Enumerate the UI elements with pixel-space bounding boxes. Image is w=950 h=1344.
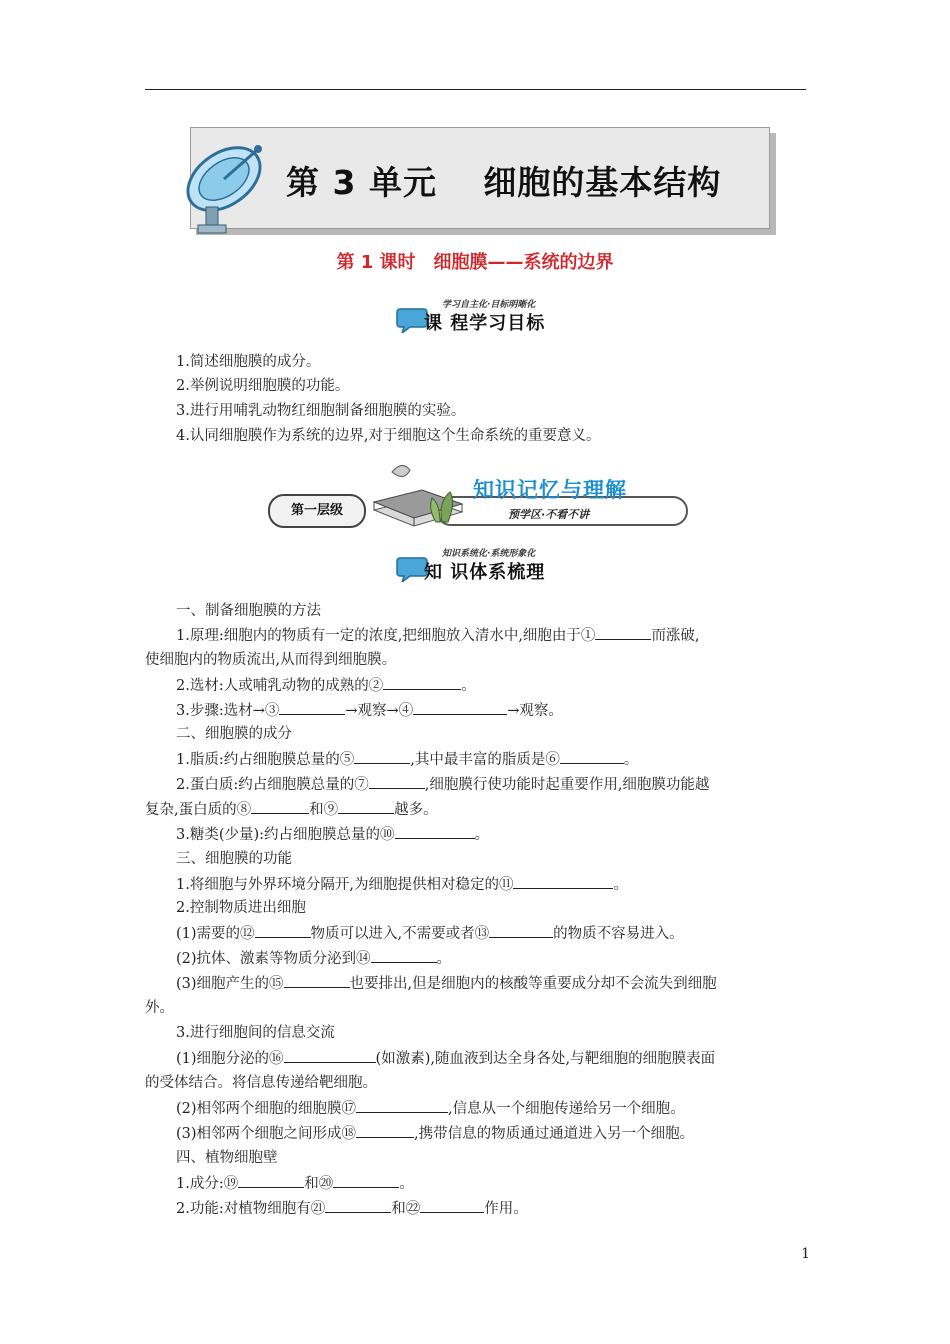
text: 。: [613, 877, 628, 893]
unit-banner: [178, 127, 770, 237]
content-line: 外。: [145, 1000, 174, 1016]
text: 也要排出,但是细胞内的核酸等重要成分却不会流失到细胞: [349, 976, 717, 992]
text: →观察。: [507, 703, 563, 719]
fill-blank: [371, 946, 437, 963]
fill-blank: [420, 1196, 484, 1213]
text: (如激素),随血液到达全身各处,与靶细胞的细胞膜表面: [375, 1051, 716, 1067]
text: 物质可以进入,不需要或者⑬: [310, 926, 490, 942]
text: 越多。: [394, 802, 438, 818]
text: (1)需要的⑫: [176, 926, 255, 942]
text: 作用。: [484, 1201, 528, 1217]
text: 。: [399, 1176, 414, 1192]
section-heading: 二、细胞膜的成分: [176, 726, 292, 742]
fill-blank: [284, 1046, 376, 1063]
system-section-header: [396, 546, 596, 590]
fill-blank: [595, 623, 651, 640]
text: ,携带信息的物质通过通道进入另一个细胞。: [414, 1126, 695, 1142]
content-line: [176, 772, 807, 797]
content-line: [176, 921, 807, 946]
text: 1.成分:⑲: [176, 1176, 239, 1192]
page-number: 1: [801, 1246, 810, 1262]
content-line: [176, 698, 807, 723]
header-rule: [145, 89, 806, 90]
fill-blank: [513, 872, 613, 889]
level-title: 知识记忆与理解: [473, 478, 627, 502]
content-line: [176, 971, 807, 996]
text: 复杂,蛋白质的⑧: [145, 802, 252, 818]
text: 2.蛋白质:约占细胞膜总量的⑦: [176, 777, 369, 793]
text: ,其中最丰富的脂质是⑥: [410, 752, 560, 768]
text: 和⑳: [304, 1176, 334, 1192]
fill-blank: [238, 1171, 304, 1188]
text: 3.糖类(少量):约占细胞膜总量的⑩: [176, 827, 395, 843]
text: 和⑨: [309, 802, 339, 818]
text: →观察→④: [345, 703, 414, 719]
content-line: [176, 747, 807, 772]
text: (1)细胞分泌的⑯: [176, 1051, 284, 1067]
text: 的物质不容易进入。: [553, 926, 684, 942]
text: 。: [461, 678, 476, 694]
fill-blank: [369, 772, 425, 789]
text: 。: [436, 951, 452, 967]
fill-blank: [338, 797, 394, 814]
fill-blank: [356, 1096, 448, 1113]
text: 。: [474, 827, 490, 843]
goal-item: 3.进行用哺乳动物红细胞制备细胞膜的实验。: [176, 403, 466, 419]
fill-blank: [489, 921, 553, 938]
text: (3)细胞产生的⑮: [176, 976, 284, 992]
fill-blank: [284, 971, 350, 988]
satellite-dish-icon: [178, 133, 274, 241]
unit-title: 第 3 单元 细胞的基本结构: [286, 163, 722, 202]
content-line: [176, 946, 807, 971]
content-line: [176, 1096, 807, 1121]
text: (2)相邻两个细胞的细胞膜⑰: [176, 1101, 357, 1117]
text: ,细胞膜行使功能时起重要作用,细胞膜功能越: [424, 777, 710, 793]
content-line: [176, 673, 807, 698]
content-line: 的受体结合。将信息传递给靶细胞。: [145, 1075, 377, 1091]
level-banner: [268, 452, 688, 534]
section-heading: 三、细胞膜的功能: [176, 851, 292, 867]
text: 1.原理:细胞内的物质有一定的浓度,把细胞放入清水中,细胞由于①: [176, 628, 596, 644]
goal-item: 4.认同细胞膜作为系统的边界,对于细胞这个生命系统的重要意义。: [176, 428, 601, 444]
text: 3.步骤:选材→③: [176, 703, 280, 719]
fill-blank: [354, 747, 410, 764]
content-line: [176, 1196, 807, 1221]
fill-blank: [383, 673, 461, 690]
fill-blank: [251, 797, 309, 814]
fill-blank: [279, 698, 345, 715]
text: 1.将细胞与外界环境分隔开,为细胞提供相对稳定的⑪: [176, 877, 514, 893]
level-subtitle: 预学区·不看不讲: [508, 508, 590, 521]
lesson-title: 第 1 课时 细胞膜——系统的边界: [336, 252, 614, 273]
goal-item: 1.简述细胞膜的成分。: [176, 354, 321, 370]
content-line: 2.控制物质进出细胞: [176, 900, 306, 916]
text: 而涨破,: [651, 628, 700, 644]
content-line: 使细胞内的物质流出,从而得到细胞膜。: [145, 652, 397, 668]
section-heading: 四、植物细胞壁: [176, 1150, 278, 1166]
system-header-name: 知 识体系梳理: [424, 562, 546, 583]
system-header-tag: 知识系统化·系统形象化: [442, 549, 536, 559]
content-line: [145, 797, 807, 822]
content-line: 3.进行细胞间的信息交流: [176, 1025, 335, 1041]
text: ,信息从一个细胞传递给另一个细胞。: [448, 1101, 685, 1117]
fill-blank: [395, 822, 475, 839]
text: 和㉒: [391, 1201, 421, 1217]
content-line: [176, 1171, 807, 1196]
level-label: 第一层级: [268, 494, 366, 528]
fill-blank: [356, 1121, 414, 1138]
content-line: [176, 1121, 807, 1146]
content-line: [176, 623, 807, 648]
content-line: [176, 822, 807, 847]
fill-blank: [413, 698, 507, 715]
section-heading: 一、制备细胞膜的方法: [176, 603, 321, 619]
goals-header-tag: 学习自主化·目标明晰化: [442, 300, 536, 310]
fill-blank: [255, 921, 311, 938]
text: 2.功能:对植物细胞有㉑: [176, 1201, 326, 1217]
goal-item: 2.举例说明细胞膜的功能。: [176, 378, 350, 394]
goals-section-header: [396, 297, 596, 341]
content-line: [176, 1046, 807, 1071]
fill-blank: [325, 1196, 391, 1213]
book-icon: [364, 452, 474, 534]
content-line: [176, 872, 807, 897]
text: 1.脂质:约占细胞膜总量的⑤: [176, 752, 355, 768]
text: 。: [623, 752, 639, 768]
fill-blank: [560, 747, 624, 764]
goals-header-name: 课 程学习目标: [424, 313, 546, 334]
text: (3)相邻两个细胞之间形成⑱: [176, 1126, 357, 1142]
text: (2)抗体、激素等物质分泌到⑭: [176, 951, 371, 967]
fill-blank: [333, 1171, 399, 1188]
text: 2.选材:人或哺乳动物的成熟的②: [176, 678, 384, 694]
